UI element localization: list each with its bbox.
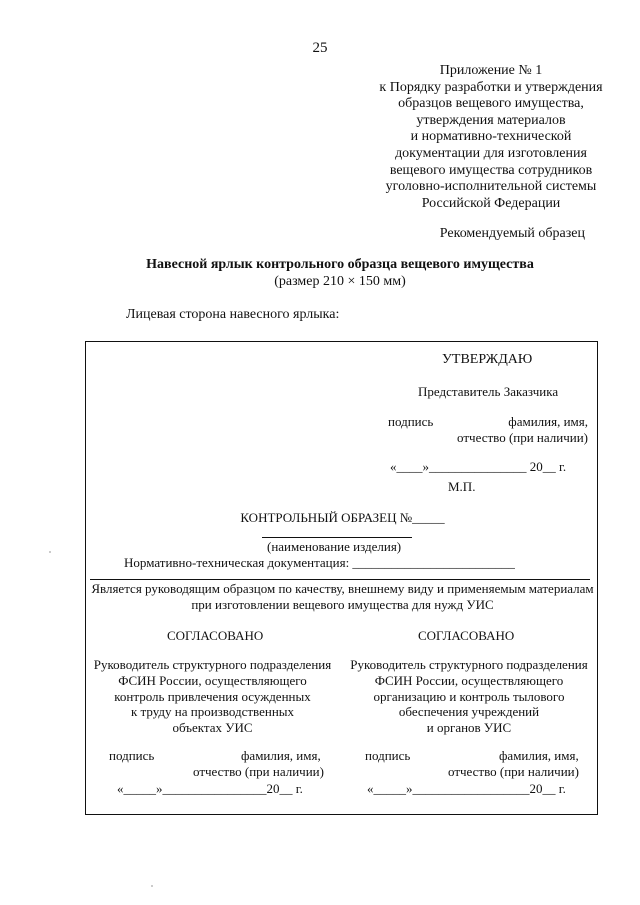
appendix-line: уголовно-исполнительной системы [385,179,597,195]
size-note: (размер 210 × 150 мм) [274,274,406,289]
right-date-line: «_____»__________________20__ г. [367,781,566,796]
appendix-line: Российской Федерации [421,195,561,211]
right-patronymic-caption: отчество (при наличии) [448,764,579,779]
right-agreed-heading: СОГЛАСОВАНО [418,628,515,643]
right-signature-caption: подпись [365,748,411,763]
recommended-sample-note: Рекомендуемый образец [439,226,585,241]
appendix-line: к Порядку разработки и утверждения [379,79,603,95]
scan-speck [49,551,51,553]
left-org-line: объектах УИС [172,720,253,736]
control-sample-number: КОНТРОЛЬНЫЙ ОБРАЗЕЦ №_____ [240,510,445,525]
left-org-line: контроль привлечения осужденных [114,688,311,704]
guide-sample-text-line2: при изготовлении вещевого имущества для нужд УИС [191,597,494,612]
front-side-caption: Лицевая сторона навесного ярлыка: [126,307,340,322]
item-name-hint: (наименование изделия) [267,539,402,554]
appendix-line: утверждения материалов [416,112,566,128]
left-date-line: «_____»________________20__ г. [117,781,303,796]
appendix-line: и нормативно-технической [410,129,572,145]
left-org-block [90,657,335,736]
item-name-underline [262,537,412,538]
left-signature-caption: подпись [109,748,155,763]
left-org-line: Руководитель структурного подразделения [93,657,332,672]
section-divider [90,579,590,580]
right-org-line: Руководитель структурного подразделения [350,657,588,672]
document-title: Навесной ярлык контрольного образца вещевого имущества [146,257,534,272]
right-org-line: ФСИН России, осуществляющего [374,672,564,688]
hang-tag-frame [85,341,598,815]
guide-sample-text-line1: Является руководящим образцом по качеству, внешнему виду и применяемым материалам [91,581,594,596]
appendix-line: вещевого имущества сотрудников [389,162,593,178]
scan-speck [151,885,153,887]
right-org-line: организацию и контроль тылового [373,688,565,704]
page-number: 25 [312,40,328,56]
customer-representative: Представитель Заказчика [418,384,559,399]
right-org-line: и органов УИС [426,720,512,736]
normative-docs-line: Нормативно-техническая документация: _________________________ [124,555,515,570]
left-agreed-heading: СОГЛАСОВАНО [167,628,264,643]
full-name-caption: фамилия, имя, [508,414,588,429]
signature-caption: подпись [388,414,434,429]
stamp-placeholder: М.П. [448,479,476,494]
appendix-line: документации для изготовления [395,145,587,161]
approval-date-line: «____»_______________ 20__ г. [390,459,567,474]
right-full-name-caption: фамилия, имя, [499,748,579,763]
approve-heading: УТВЕРЖДАЮ [442,352,533,367]
right-org-line: обеспечения учреждений [398,704,540,720]
right-org-block [342,657,596,736]
left-full-name-caption: фамилия, имя, [241,748,321,763]
appendix-block [360,63,622,212]
left-org-line: ФСИН России, осуществляющего [118,672,307,688]
left-patronymic-caption: отчество (при наличии) [193,764,324,779]
patronymic-caption: отчество (при наличии) [457,430,588,445]
appendix-line: Приложение № 1 [439,63,543,78]
left-org-line: к труду на производственных [130,704,295,720]
appendix-line: образцов вещевого имущества, [398,96,584,112]
